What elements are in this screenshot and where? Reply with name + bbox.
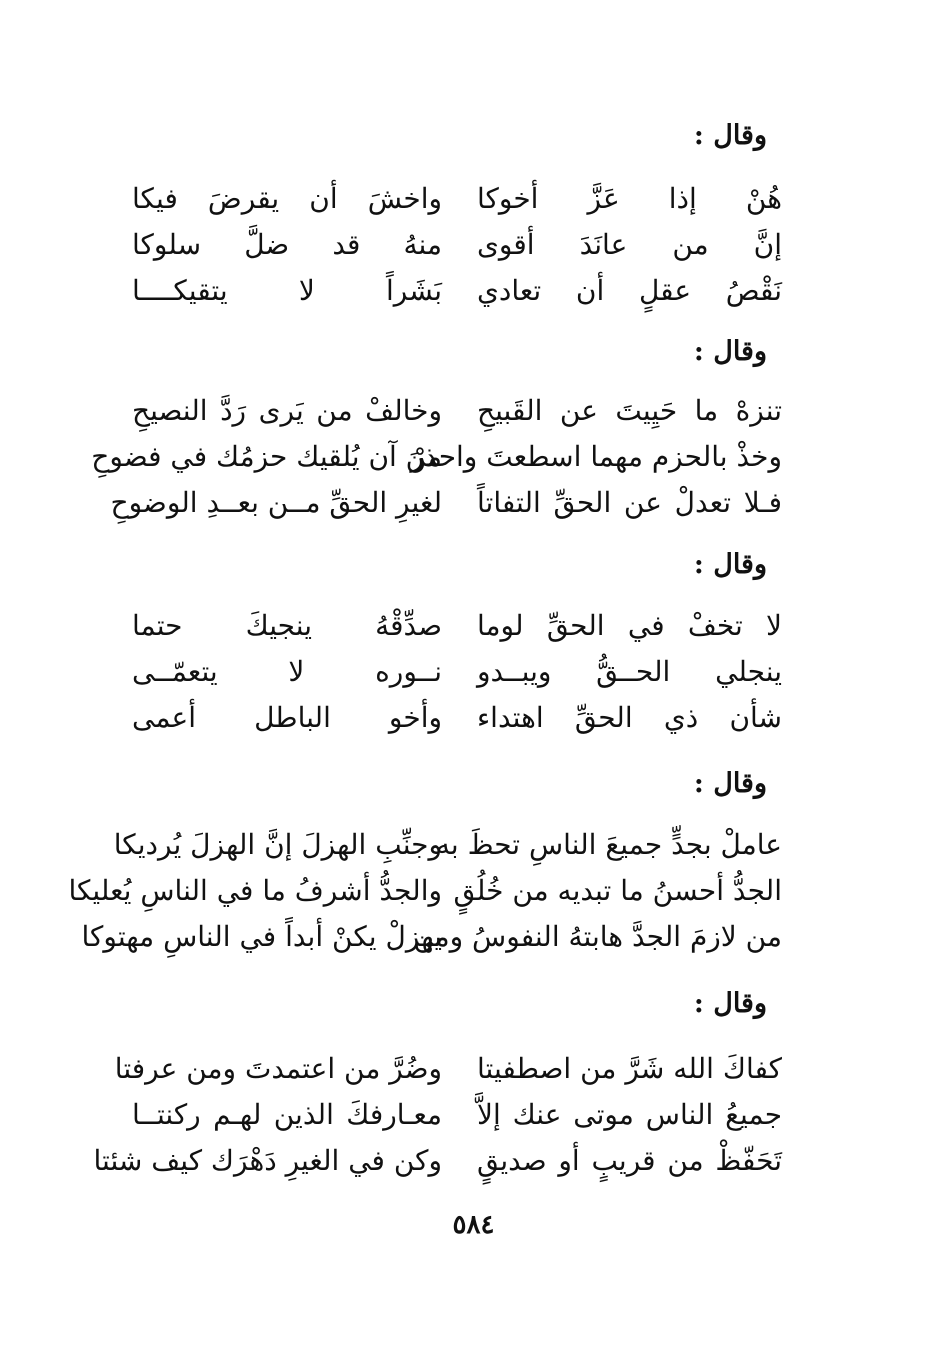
verse-line	[93, 1138, 782, 1184]
first-hemistich: لا تخفْ في الحقِّ لوما	[477, 609, 782, 642]
second-hemistich: نــوره لا يتعمّــى	[132, 655, 442, 688]
first-hemistich: عاملْ بجدٍّ جميعَ الناسِ تحظَ به	[435, 828, 782, 861]
verse-line	[132, 695, 782, 741]
poem-stanza	[68, 822, 782, 960]
verse-line	[132, 1092, 782, 1138]
verse-line	[81, 914, 782, 960]
poem-stanza	[91, 388, 782, 526]
first-hemistich: هُنْ إذا عَزَّ أخوكا	[477, 182, 782, 215]
second-hemistich: منهُ قد ضلَّ سلوكا	[132, 228, 442, 261]
second-hemistich: منَ آن يُلقيك حزمُك في فضوحِ	[91, 440, 442, 473]
verse-line	[132, 649, 782, 695]
second-hemistich: صدِّقْهُ ينجيكَ حتما	[132, 609, 442, 642]
first-hemistich: نَقْصُ عقلٍ أن تعادي	[477, 274, 782, 307]
first-hemistich: جميعُ الناس موتى عنك إلاَّ	[477, 1098, 782, 1131]
page-number: ٥٨٤	[452, 1210, 495, 1240]
second-hemistich: وأخو الباطل أعمى	[132, 701, 442, 734]
second-hemistich: معـارفكَ الذين لهـم ركنتــا	[132, 1098, 442, 1131]
verse-line	[113, 822, 782, 868]
verse-line	[132, 222, 782, 268]
second-hemistich: وخالفْ من يَرى رَدَّ النصيحِ	[132, 394, 442, 427]
stanza-intro: وقال :	[693, 988, 767, 1019]
verse-line	[91, 434, 782, 480]
verse-line	[132, 176, 782, 222]
poem-stanza	[132, 176, 782, 314]
verse-line	[132, 603, 782, 649]
first-hemistich: إنَّ من عانَدَ أقوى	[477, 228, 782, 261]
second-hemistich: واخشَ أن يقرضَ فيكا	[132, 182, 442, 215]
verse-line	[132, 388, 782, 434]
stanza-intro: وقال :	[693, 549, 767, 580]
verse-line	[132, 268, 782, 314]
verse-line	[110, 480, 782, 526]
stanza-intro: وقال :	[693, 120, 767, 151]
first-hemistich: من لازمَ الجدَّ هابتهُ النفوسُ ومن	[413, 920, 782, 953]
first-hemistich: شأن ذي الحقِّ اهتداء	[477, 701, 782, 734]
poem-stanza	[93, 1046, 782, 1184]
stanza-intro: وقال :	[693, 336, 767, 367]
second-hemistich: وضُرَّ من اعتمدتَ ومن عرفتا	[114, 1052, 442, 1085]
second-hemistich: وجنِّبِ الهزلَ إنَّ الهزلَ يُرديكا	[113, 828, 442, 861]
first-hemistich: ينجلي الحــقُّ ويبــدو	[477, 655, 782, 688]
second-hemistich: يهزلْ يكنْ أبداً في الناسِ مهتوكا	[81, 920, 442, 953]
first-hemistich: تَحَفّظْ من قريبٍ أو صديقٍ	[477, 1144, 782, 1177]
first-hemistich: الجدُّ أحسنُ ما تبديه من خُلُقٍ	[453, 874, 782, 907]
first-hemistich: فـلا تعدلْ عن الحقِّ التفاتاً	[477, 486, 782, 519]
first-hemistich: تنزهْ ما حَيِيتَ عن القَبيحِ	[477, 394, 782, 427]
stanza-intro: وقال :	[693, 768, 767, 799]
first-hemistich: وخذْ بالحزم مهما اسطعتَ واحذرْ	[410, 440, 782, 473]
second-hemistich: لغيرِ الحقِّ مــن بعــدِ الوضوحِ	[110, 486, 442, 519]
first-hemistich: كفاكَ الله شَرَّ من اصطفيتا	[477, 1052, 782, 1085]
verse-line	[68, 868, 782, 914]
poem-stanza	[132, 603, 782, 741]
second-hemistich: والجدُّ أشرفُ ما في الناسِ يُعليكا	[68, 874, 442, 907]
second-hemistich: بَشَراً لا يتقيكــــا	[132, 274, 442, 307]
verse-line	[114, 1046, 782, 1092]
second-hemistich: وكن في الغيرِ دَهْرَك كيف شئتا	[93, 1144, 442, 1177]
